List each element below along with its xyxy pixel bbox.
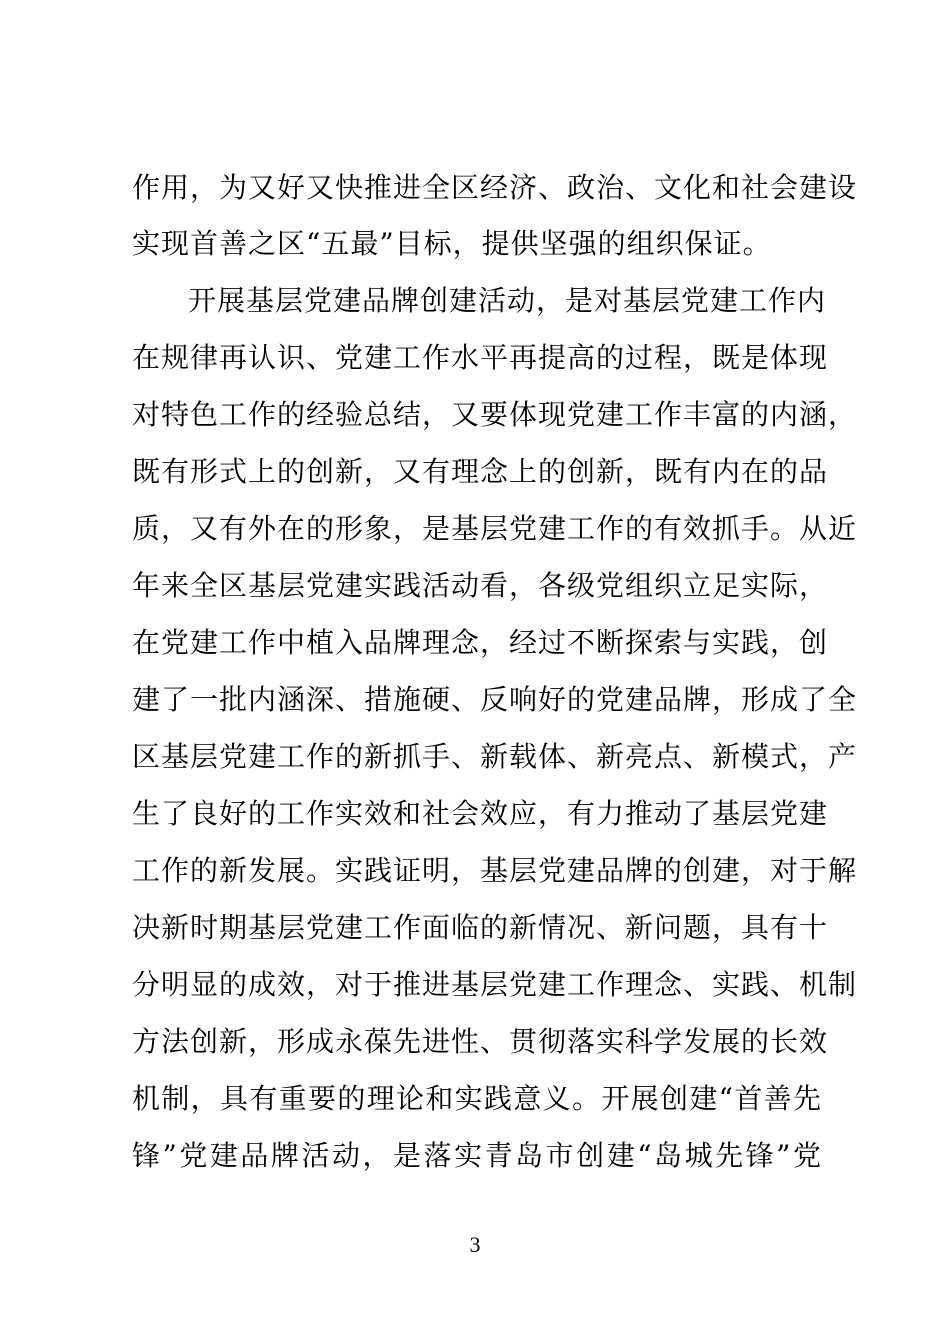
text-line: 开展基层党建品牌创建活动，是对基层党建工作内 [188, 284, 827, 317]
text-line: 方法创新，形成永葆先进性、贯彻落实科学发展的长效 [132, 1025, 829, 1058]
text-line: 年来全区基层党建实践活动看，各级党组织立足实际， [132, 569, 829, 602]
text-line: 机制，具有重要的理论和实践意义。开展创建“首善先 [132, 1082, 822, 1115]
text-line: 作用，为又好又快推进全区经济、政治、文化和社会建设 [132, 171, 858, 204]
text-line: 建了一批内涵深、措施硬、反响好的党建品牌，形成了全 [132, 683, 858, 716]
text-line: 在党建工作中植入品牌理念，经过不断探索与实践，创 [132, 626, 829, 659]
text-line: 实现首善之区“五最”目标，提供坚强的组织保证。 [132, 227, 772, 260]
text-line: 对特色工作的经验总结，又要体现党建工作丰富的内涵， [132, 398, 858, 431]
text-line: 区基层党建工作的新抓手、新载体、新亮点、新模式，产 [132, 740, 858, 773]
text-line: 既有形式上的创新，又有理念上的创新，既有内在的品 [132, 455, 829, 488]
text-line: 决新时期基层党建工作面临的新情况、新问题，具有十 [132, 911, 829, 944]
text-line: 分明显的成效，对于推进基层党建工作理念、实践、机制 [132, 968, 858, 1001]
page-number: 3 [469, 1232, 481, 1257]
text-line: 工作的新发展。实践证明，基层党建品牌的创建，对于解 [132, 854, 858, 887]
text-line: 质，又有外在的形象，是基层党建工作的有效抓手。从近 [132, 512, 858, 545]
text-line: 生了良好的工作实效和社会效应，有力推动了基层党建 [132, 797, 829, 830]
text-line: 在规律再认识、党建工作水平再提高的过程，既是体现 [132, 341, 829, 374]
text-line: 锋”党建品牌活动，是落实青岛市创建“岛城先锋”党 [132, 1139, 822, 1172]
